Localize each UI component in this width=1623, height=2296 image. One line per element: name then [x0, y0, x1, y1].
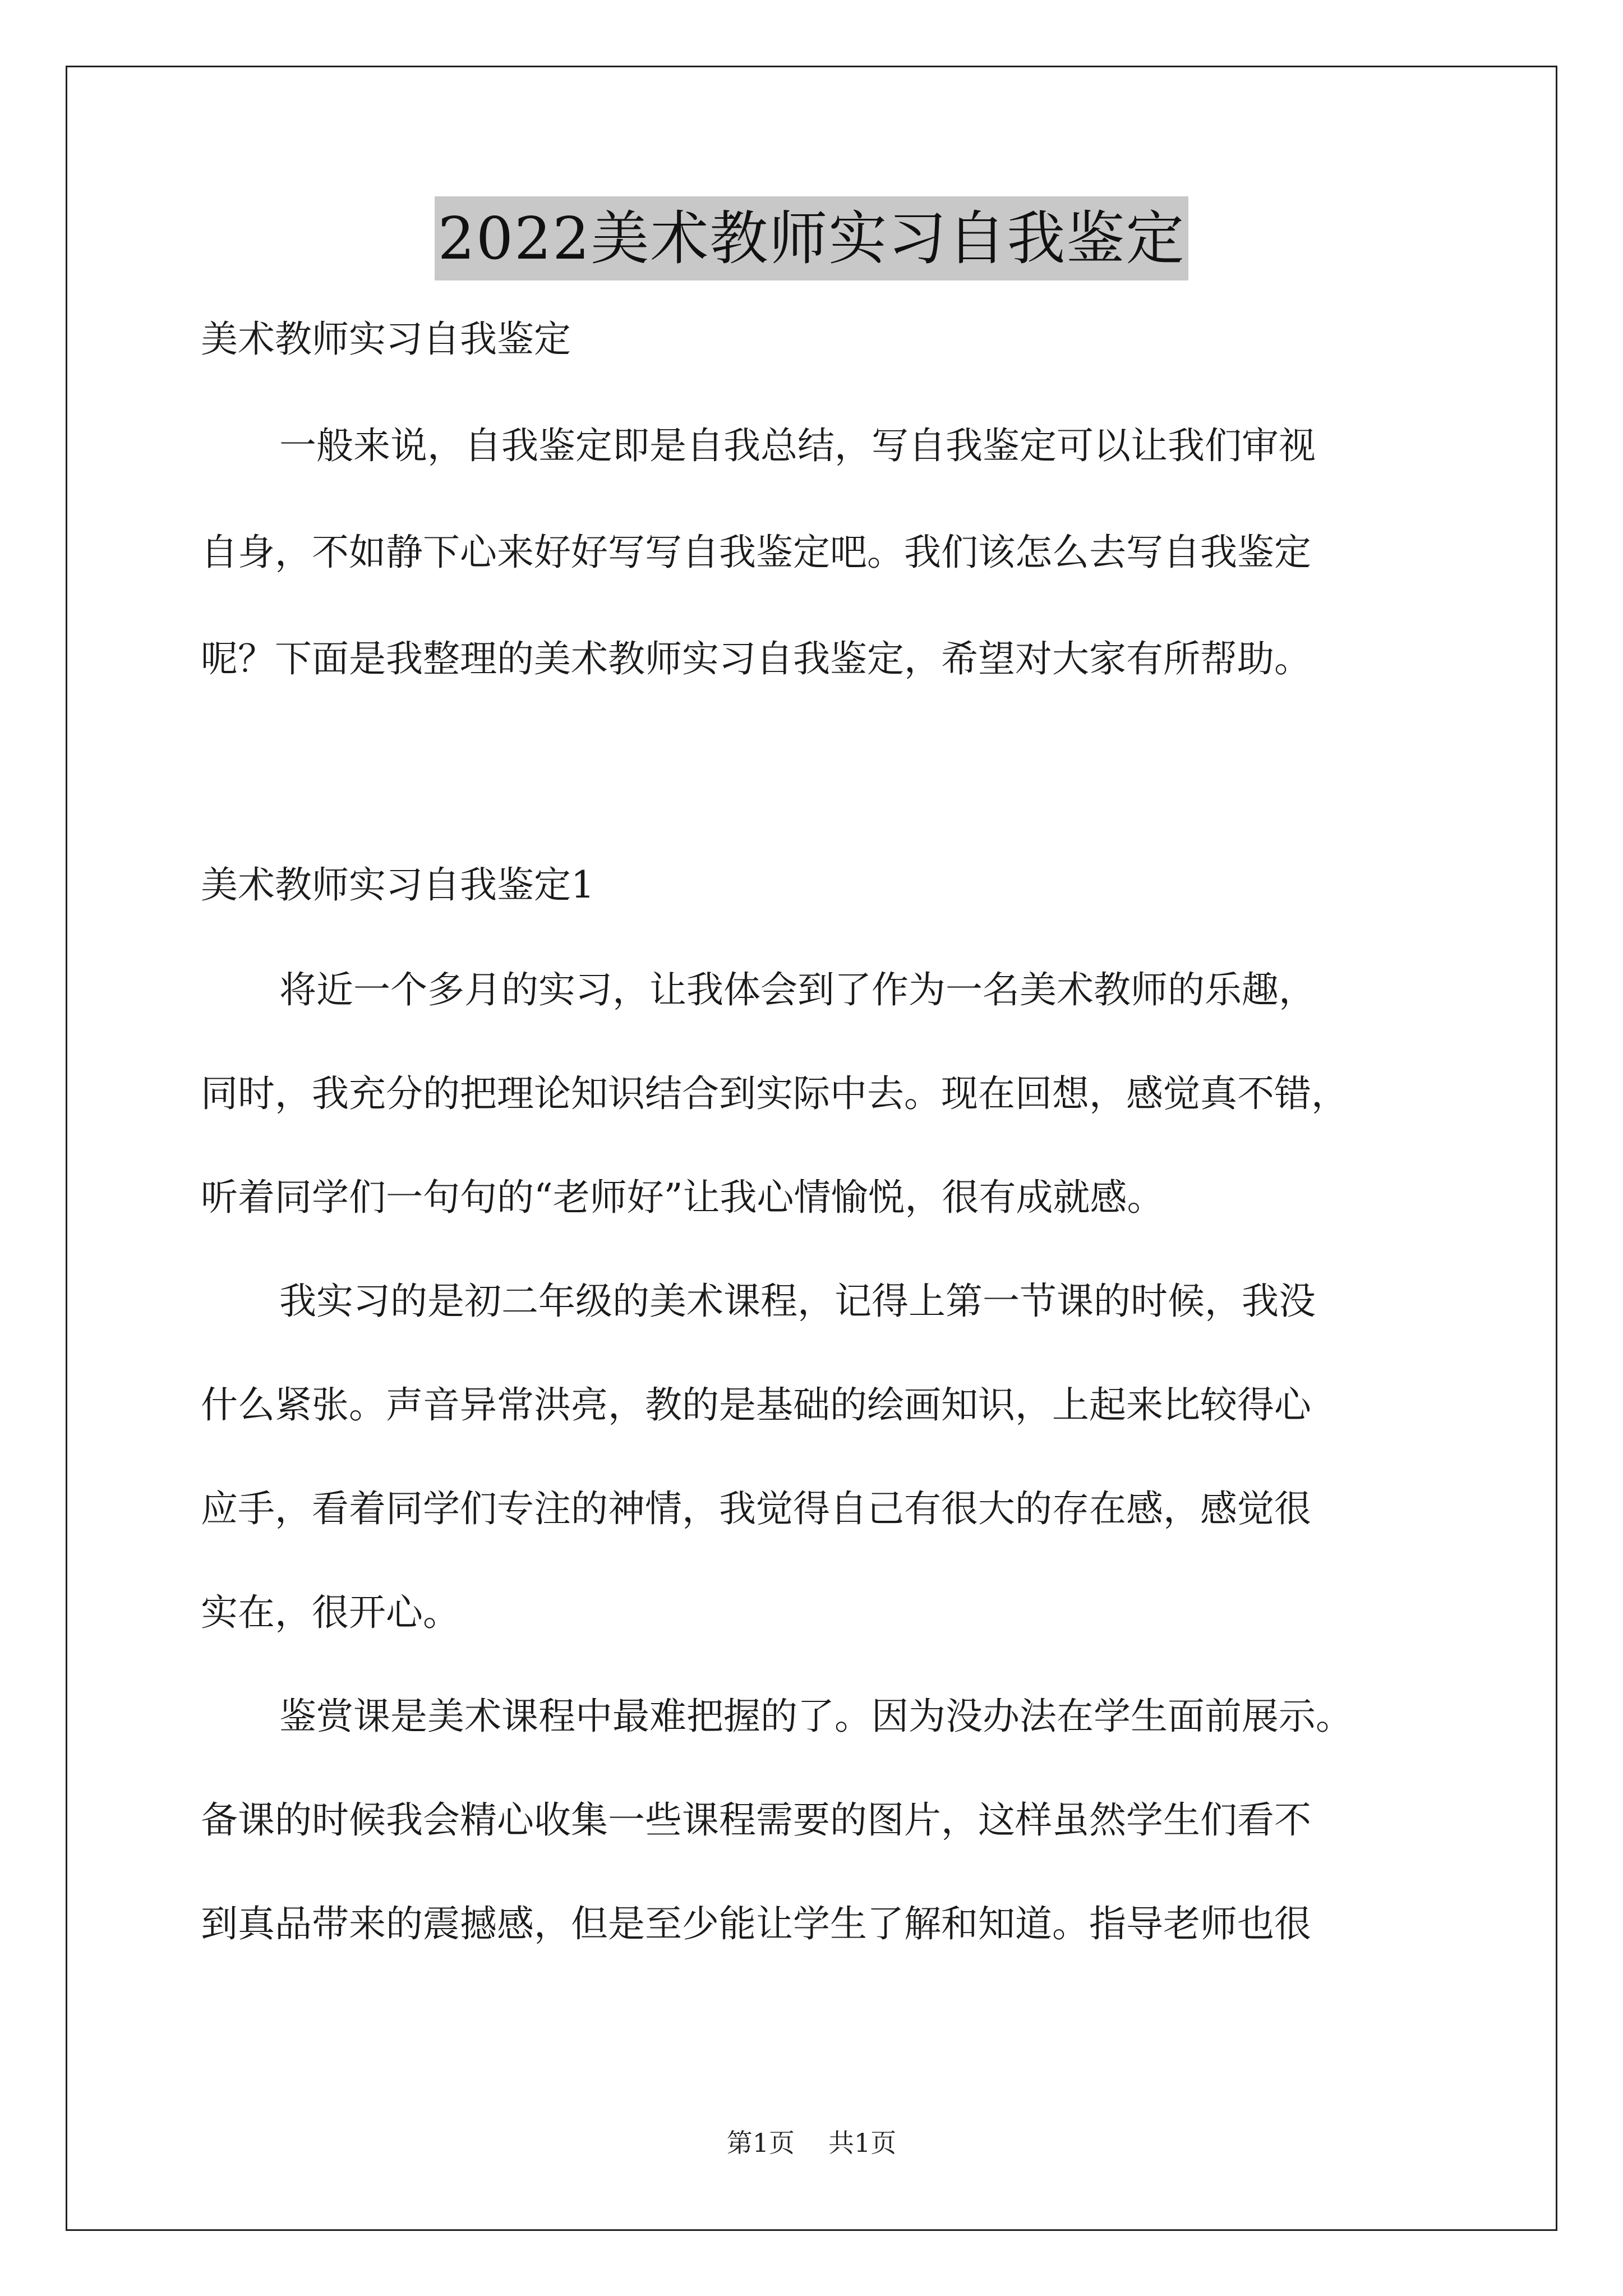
document-title: 2022美术教师实习自我鉴定: [435, 196, 1189, 280]
paragraph-line: 听着同学们一句句的“老师好”让我心情愉悦，很有成就感。: [201, 1176, 1164, 1219]
page-total: 共1页: [828, 2128, 897, 2158]
intro-line: 自身，不如静下心来好好写写自我鉴定吧。我们该怎么去写自我鉴定: [201, 531, 1311, 574]
paragraph-line: 到真品带来的震撼感，但是至少能让学生了解和知道。指导老师也很: [201, 1902, 1311, 1945]
page-current: 第1页: [726, 2128, 795, 2158]
paragraph-line: 我实习的是初二年级的美术课程，记得上第一节课的时候，我没: [279, 1280, 1316, 1323]
intro-line: 呢？下面是我整理的美术教师实习自我鉴定，希望对大家有所帮助。: [201, 637, 1311, 680]
paragraph-line: 将近一个多月的实习，让我体会到了作为一名美术教师的乐趣，: [279, 968, 1316, 1011]
page-footer: [0, 2126, 1623, 2160]
section-heading: 美术教师实习自我鉴定1: [201, 863, 594, 907]
title-container: [0, 196, 1623, 280]
document-subtitle: 美术教师实习自我鉴定: [201, 318, 571, 361]
paragraph-line: 备课的时候我会精心收集一些课程需要的图片，这样虽然学生们看不: [201, 1798, 1311, 1842]
paragraph-line: 什么紧张。声音异常洪亮，教的是基础的绘画知识，上起来比较得心: [201, 1383, 1311, 1427]
paragraph-line: 应手，看着同学们专注的神情，我觉得自己有很大的存在感，感觉很: [201, 1487, 1311, 1530]
paragraph-line: 同时，我充分的把理论知识结合到实际中去。现在回想，感觉真不错，: [201, 1072, 1348, 1115]
paragraph-line: 实在，很开心。: [201, 1591, 460, 1634]
paragraph-line: 鉴赏课是美术课程中最难把握的了。因为没办法在学生面前展示。: [279, 1695, 1353, 1738]
intro-line: 一般来说，自我鉴定即是自我总结，写自我鉴定可以让我们审视: [279, 424, 1316, 467]
